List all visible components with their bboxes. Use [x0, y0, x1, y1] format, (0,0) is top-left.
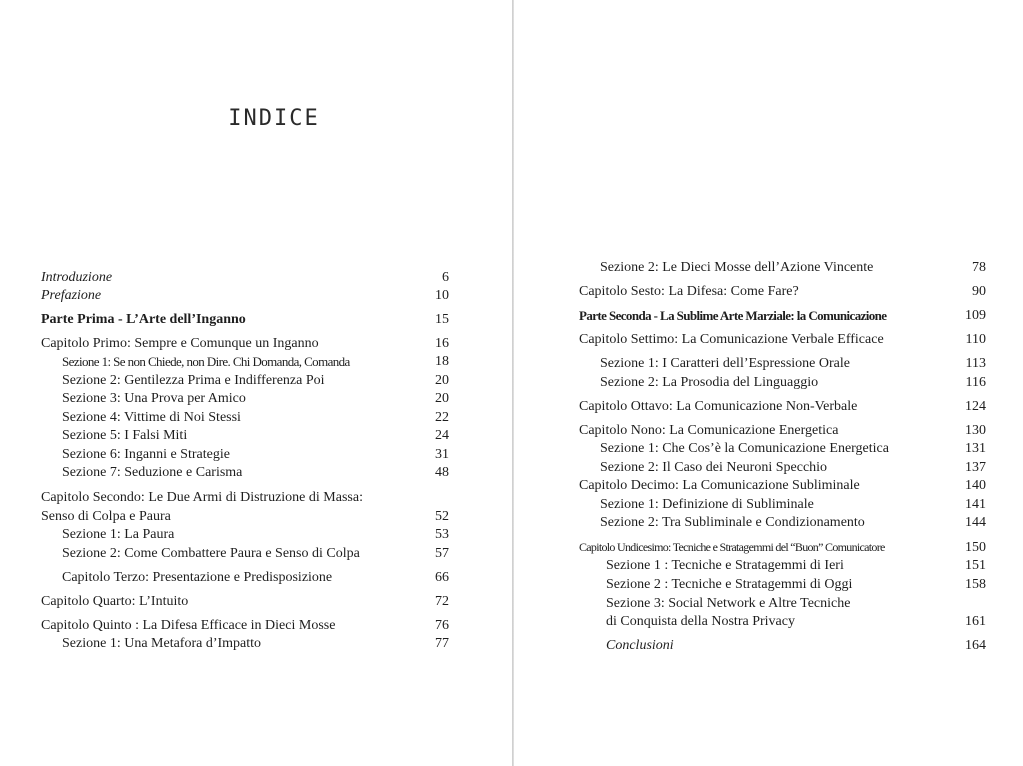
toc-entry-page: 161 — [965, 614, 986, 629]
toc-entry — [606, 575, 986, 594]
toc-entry-title: Capitolo Quarto: L’Intuito — [41, 594, 189, 609]
toc-entry — [41, 286, 449, 305]
toc-entry — [606, 636, 986, 655]
toc-entry-page: 53 — [435, 527, 449, 542]
toc-entry-title: Capitolo Undicesimo: Tecniche e Stratagemmi del “Buon” Comunicatore — [579, 540, 885, 554]
toc-entry-page: 158 — [965, 577, 986, 592]
toc-entry — [600, 513, 986, 532]
toc-entry-page: 6 — [442, 270, 449, 285]
toc-entry-page: 57 — [435, 546, 449, 561]
toc-entry-page: 144 — [965, 515, 986, 530]
toc-entry — [62, 525, 449, 544]
toc-entry-title: Sezione 2: Come Combattere Paura e Senso di Colpa — [62, 546, 360, 561]
index-title: INDICE — [228, 106, 320, 131]
toc-entry-page: 164 — [965, 638, 986, 653]
toc-entry — [606, 612, 986, 631]
toc-entry — [600, 354, 986, 373]
toc-entry-title: Capitolo Settimo: La Comunicazione Verbale Efficace — [579, 332, 884, 347]
toc-entry-page: 137 — [965, 460, 986, 475]
toc-entry — [62, 426, 449, 445]
toc-entry — [62, 371, 449, 390]
toc-entry-page: 109 — [965, 308, 986, 323]
toc-entry-page: 77 — [435, 636, 449, 651]
toc-entry — [606, 556, 986, 575]
toc-entry-page: 48 — [435, 465, 449, 480]
toc-entry-title: Capitolo Decimo: La Comunicazione Subliminale — [579, 478, 860, 493]
toc-entry — [579, 538, 986, 557]
toc-entry — [600, 439, 986, 458]
toc-entry-page: 24 — [435, 428, 449, 443]
toc-entry — [62, 445, 449, 464]
toc-entry — [579, 330, 986, 349]
toc-entry-page: 78 — [972, 260, 986, 275]
toc-entry-title: Sezione 3: Una Prova per Amico — [62, 391, 246, 406]
toc-entry-page: 151 — [965, 558, 986, 573]
toc-entry-title: Capitolo Secondo: Le Due Armi di Distruzione di Massa: — [41, 490, 363, 505]
toc-entry-title: Capitolo Terzo: Presentazione e Predisposizione — [62, 570, 333, 585]
toc-entry-title: Sezione 2 : Tecniche e Stratagemmi di Oggi — [606, 577, 853, 592]
toc-entry-title: Sezione 7: Seduzione e Carisma — [62, 465, 243, 480]
toc-entry-title: Sezione 2: Il Caso dei Neuroni Specchio — [600, 460, 828, 475]
toc-entry-page: 20 — [435, 391, 449, 406]
toc-entry-title: Sezione 2: Tra Subliminale e Condizionamento — [600, 515, 865, 530]
toc-entry-title: Capitolo Primo: Sempre e Comunque un Inganno — [41, 336, 319, 351]
toc-entry — [579, 397, 986, 416]
toc-entry-page: 66 — [435, 570, 449, 585]
toc-entry — [600, 258, 986, 277]
toc-entry-title: Sezione 1: Che Cos’è la Comunicazione Energetica — [600, 441, 889, 456]
toc-entry-title: Sezione 2: La Prosodia del Linguaggio — [600, 375, 819, 390]
toc-entry-page: 110 — [965, 332, 986, 347]
toc-entry — [579, 476, 986, 495]
toc-entry-title: Sezione 1 : Tecniche e Stratagemmi di Ieri — [606, 558, 844, 573]
toc-entry-page: 150 — [965, 540, 986, 555]
toc-entry — [62, 389, 449, 408]
toc-entry — [600, 458, 986, 477]
toc-entry — [606, 594, 986, 613]
toc-entry — [600, 373, 986, 392]
toc-entry-title: Sezione 3: Social Network e Altre Tecniche — [606, 596, 851, 611]
toc-entry — [62, 544, 449, 563]
toc-entry-page: 18 — [435, 354, 449, 369]
toc-entry-page: 52 — [435, 509, 449, 524]
toc-entry-page: 22 — [435, 410, 449, 425]
toc-entry-title: Sezione 1: I Caratteri dell’Espressione Orale — [600, 356, 850, 371]
toc-entry-title: Sezione 1: Se non Chiede, non Dire. Chi Domanda, Comanda — [62, 354, 350, 369]
toc-entry-title: Introduzione — [41, 270, 113, 285]
toc-entry-title: Sezione 1: La Paura — [62, 527, 175, 542]
toc-entry — [41, 334, 449, 353]
toc-entry-page: 141 — [965, 497, 986, 512]
toc-entry-page: 124 — [965, 399, 986, 414]
toc-entry — [600, 495, 986, 514]
toc-entry-title: Capitolo Quinto : La Difesa Efficace in Dieci Mosse — [41, 618, 336, 633]
toc-entry-title: Capitolo Sesto: La Difesa: Come Fare? — [579, 284, 799, 299]
toc-entry-title: Sezione 6: Inganni e Strategie — [62, 447, 230, 462]
toc-entry-title: Sezione 2: Gentilezza Prima e Indifferenza Poi — [62, 373, 325, 388]
toc-entry-title: Sezione 1: Una Metafora d’Impatto — [62, 636, 262, 651]
toc-entry-title: Sezione 4: Vittime di Noi Stessi — [62, 410, 241, 425]
toc-entry-title: Senso di Colpa e Paura — [41, 509, 171, 524]
toc-entry-page: 131 — [965, 441, 986, 456]
toc-entry-page: 20 — [435, 373, 449, 388]
toc-entry — [62, 352, 449, 371]
toc-entry-title: Conclusioni — [606, 638, 674, 653]
right-page — [514, 0, 1023, 766]
toc-entry-page: 140 — [965, 478, 986, 493]
toc-entry — [41, 592, 449, 611]
toc-entry-title: Prefazione — [41, 288, 102, 303]
toc-entry-page: 116 — [965, 375, 986, 390]
toc-entry-page: 76 — [435, 618, 449, 633]
toc-entry — [62, 634, 449, 653]
toc-entry-title: Parte Prima - L’Arte dell’Inganno — [41, 312, 246, 327]
toc-entry-page: 31 — [435, 447, 449, 462]
toc-entry-title: Sezione 5: I Falsi Miti — [62, 428, 188, 443]
toc-entry-title: Capitolo Ottavo: La Comunicazione Non-Verbale — [579, 399, 858, 414]
toc-entry — [62, 408, 449, 427]
toc-entry-page: 15 — [435, 312, 449, 327]
toc-entry — [579, 421, 986, 440]
toc-entry-page: 130 — [965, 423, 986, 438]
toc-entry — [41, 616, 449, 635]
toc-entry-page: 10 — [435, 288, 449, 303]
toc-entry — [62, 568, 449, 587]
toc-entry-title: Sezione 2: Le Dieci Mosse dell’Azione Vincente — [600, 260, 874, 275]
toc-entry — [62, 463, 449, 482]
toc-entry-page: 90 — [972, 284, 986, 299]
toc-entry — [41, 310, 449, 329]
toc-entry-page: 16 — [435, 336, 449, 351]
toc-entry — [579, 306, 986, 325]
toc-entry-page: 113 — [965, 356, 986, 371]
toc-entry — [41, 268, 449, 287]
toc-entry-title: Sezione 1: Definizione di Subliminale — [600, 497, 814, 512]
toc-entry-title: di Conquista della Nostra Privacy — [606, 614, 795, 629]
toc-entry — [41, 507, 449, 526]
toc-entry — [579, 282, 986, 301]
toc-entry-title: Capitolo Nono: La Comunicazione Energetica — [579, 423, 839, 438]
toc-entry — [41, 488, 449, 507]
toc-entry-title: Parte Seconda - La Sublime Arte Marziale: la Comunicazione — [579, 308, 887, 323]
toc-entry-page: 72 — [435, 594, 449, 609]
